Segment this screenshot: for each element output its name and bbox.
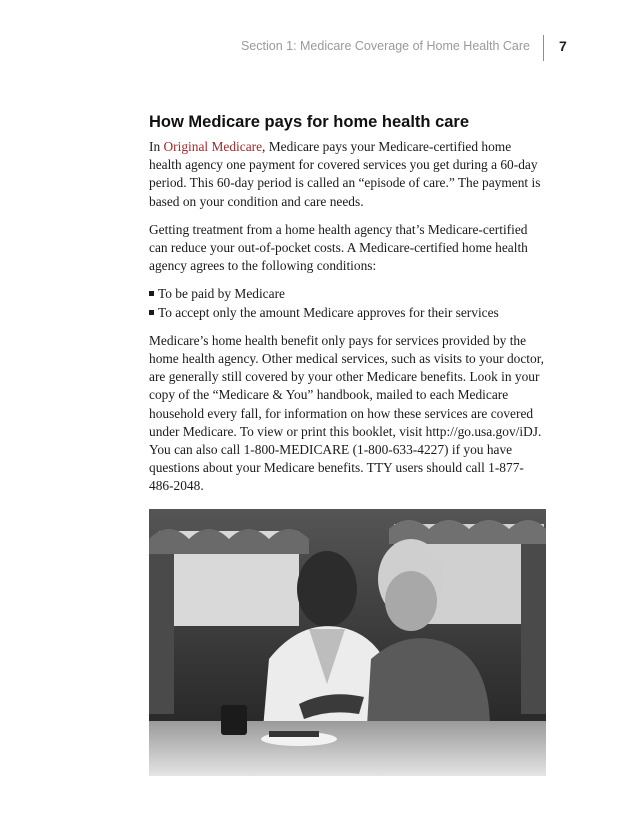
- curtain-left: [149, 554, 174, 714]
- conditions-list: [149, 285, 544, 321]
- page-header: [0, 35, 638, 61]
- caregiver-photo: [149, 509, 546, 776]
- paragraph-payment: [149, 138, 544, 211]
- bullet-icon: [149, 310, 154, 315]
- table: [149, 721, 546, 776]
- paragraph-rest: , Medicare pays your Medicare-certified home health agency one payment for covered services you get during a 60-day period. This 60-day period is called an “episode of care.” The payment is based on your condition and care needs.: [149, 139, 541, 209]
- section-heading: How Medicare pays for home health care: [149, 113, 470, 131]
- list-item: [149, 285, 544, 303]
- list-item-text: To accept only the amount Medicare approves for their services: [158, 304, 499, 320]
- mug: [221, 705, 247, 735]
- patient-face: [385, 571, 437, 631]
- paragraph-lead: In: [149, 139, 164, 154]
- paragraph-certified: Getting treatment from a home health agency that’s Medicare-certified can reduce your out-of-pocket costs. A Medicare-certified home health agency agrees to the following conditions:: [149, 221, 528, 274]
- paragraph-benefit: Medicare’s home health benefit only pays for services provided by the home health agency. Other medical services, such as visits to your doctor, are generally still covered by your other Medicare benefits. Look in your copy of the “Medicare & You” handbook, mailed to each Medicare household every fall, for information on how these services are covered under Medicare. To view or print this booklet, visit http://go.usa.gov/iDJ. You can also call 1-800-MEDICARE (1-800-633-4227) if you have questions about your Medicare benefits. TTY users should call 1-877-486-2048.: [149, 332, 544, 494]
- bullet-icon: [149, 291, 154, 296]
- photo-illustration: [149, 509, 546, 776]
- main-content: [149, 112, 544, 506]
- original-medicare-link[interactable]: Original Medicare: [163, 139, 263, 154]
- list-item: [149, 304, 544, 322]
- section-title: Section 1: Medicare Coverage of Home Health Care: [240, 39, 530, 53]
- list-item-text: To be paid by Medicare: [158, 286, 285, 302]
- curtain-right: [521, 544, 546, 714]
- page-number: 7: [559, 38, 567, 54]
- header-divider: [543, 35, 544, 61]
- caregiver-head: [297, 551, 357, 627]
- food: [269, 731, 319, 737]
